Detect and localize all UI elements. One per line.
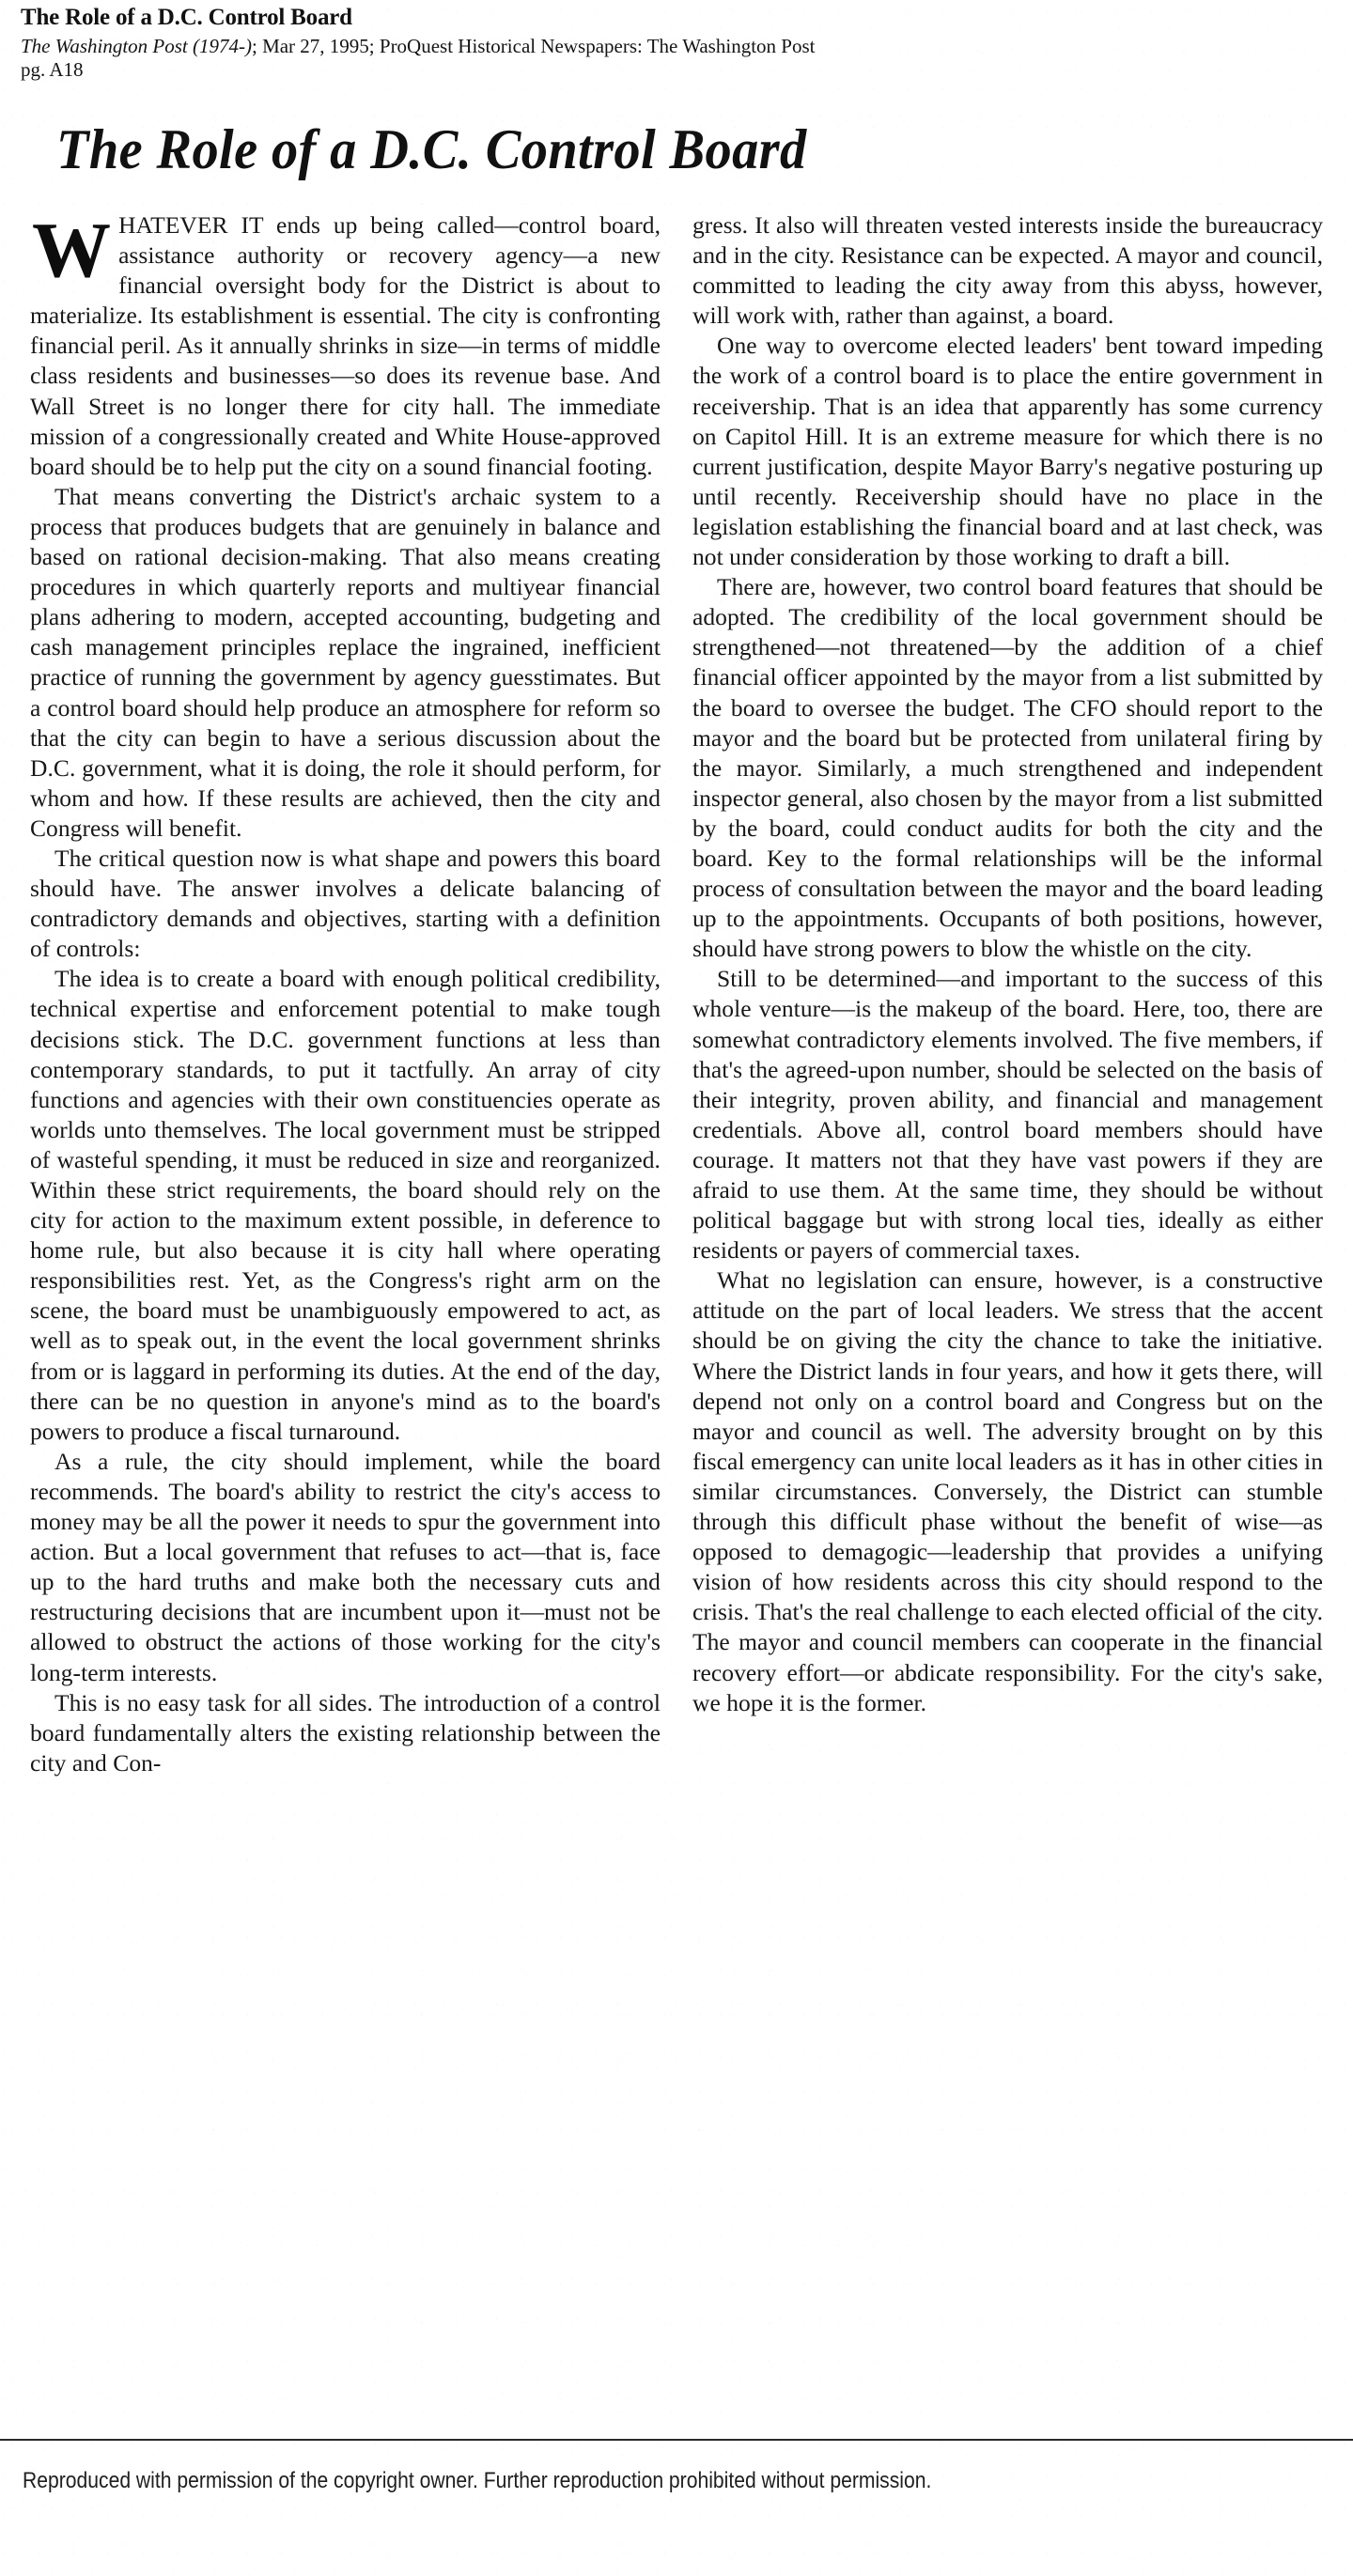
paragraph: There are, however, two control board features that should be adopted. The credibility of the local government should be strengthened—not threatened—by the addition of a chief financial officer appointed by the mayor from a list submitted by the board to oversee the budget. The CFO should report to the mayor and the board but be protected from unilateral firing by the mayor. Similarly, a much strengthened and independent inspector general, also chosen by the mayor from a list submitted by the board, could conduct audits for both the city and the board. Key to the formal relationships will be the informal process of consultation between the mayor and the board leading up to the appointments. Occupants of both positions, however, should have strong powers to blow the whistle on the city.	[692, 573, 1323, 963]
article-body	[30, 207, 1323, 1778]
drop-cap: W	[32, 207, 112, 294]
proquest-citation	[21, 34, 1327, 58]
footer-divider	[0, 2439, 1353, 2441]
column-left	[30, 207, 661, 1778]
proquest-page-label: pg. A18	[21, 58, 84, 81]
proquest-article-title: The Role of a D.C. Control Board	[21, 5, 352, 30]
paragraph: The critical question now is what shape and powers this board should have. The answer involves a delicate balancing of contradictory demands and objectives, starting with a definition of controls:	[30, 844, 661, 963]
paragraph: Still to be determined—and important to the success of this whole venture—is the makeup of the board. Here, too, there are somewhat contradictory elements involved. The five members, if that's the agreed-upon number, should be selected on the basis of their integrity, proven ability, and financial and management credentials. Above all, control board members should have courage. It matters not that they have vast powers if they are afraid to use them. At the same time, they should be without political baggage but with strong local ties, ideally as either residents or payers of commercial taxes.	[692, 965, 1323, 1265]
copyright-notice: Reproduced with permission of the copyright owner. Further reproduction prohibited without permission.	[23, 2468, 932, 2493]
paragraph: What no legislation can ensure, however, is a constructive attitude on the part of local leaders. We stress that the accent should be on giving the city the chance to take the initiative. Where the District lands in four years, and how it gets there, will depend not only on a control board and Congress but on the mayor and council as well. The adversity brought on by this fiscal emergency can unite local leaders as it has in other cities in similar circumstances. Conversely, the District can stumble through this difficult phase without the benefit of wise—as opposed to demagogic—leadership that provides a unifying vision of how residents across this city should respond to the crisis. That's the real challenge to each elected official of the city. The mayor and council members can cooperate in the financial recovery effort—or abdicate responsibility. For the city's sake, we hope it is the former.	[692, 1266, 1323, 1716]
paragraph: This is no easy task for all sides. The introduction of a control board fundamentally alters the existing relationship between the city and Con-	[30, 1688, 661, 1777]
paragraph: The idea is to create a board with enough political credibility, technical expertise and enforcement potential to make tough decisions stick. The D.C. government functions at less than contemporary standards, to put it tactfully. An array of city functions and agencies with their own constituencies operate as worlds unto themselves. The local government must be stripped of wasteful spending, it must be reduced in size and reorganized. Within these strict requirements, the board should rely on the city for action to the maximum extent possible, in deference to home rule, but also because it is city hall where operating responsibilities rest. Yet, as the Congress's right arm on the scene, the board must be unambiguously empowered to act, as well as to speak out, in the event the local government shrinks from or is laggard in performing its duties. At the end of the day, there can be no question in anyone's mind as to the board's powers to produce a fiscal turnaround.	[30, 965, 661, 1445]
paragraph: That means converting the District's archaic system to a process that produces budgets that are genuinely in balance and based on rational decision-making. That also means creating procedures in which quarterly reports and multiyear financial plans adhering to modern, accepted accounting, budgeting and cash management principles replace the ingrained, inefficient practice of running the government by agency guesstimates. But a control board should help produce an atmosphere for reform so that the city can begin to have a serious discussion about the D.C. government, what it is doing, the role it should perform, for whom and how. If these results are achieved, then the city and Congress will benefit.	[30, 482, 661, 842]
paragraph	[30, 207, 661, 482]
paragraph-text: HATEVER IT ends up being called—control board, assistance authority or recovery agency—a new financial oversight body for the District is about to materialize. Its establishment is essential. The city is confronting financial peril. As it annually shrinks in size—in terms of middle class residents and businesses—so does its revenue base. And Wall Street is no longer there for city hall. The immediate mission of a congressionally created and White House-approved board should be to help put the city on a sound financial footing.	[30, 211, 661, 480]
proquest-citation-details: ; Mar 27, 1995; ProQuest Historical Newspapers: The Washington Post	[251, 35, 816, 57]
proquest-header	[21, 4, 1327, 82]
paragraph: gress. It also will threaten vested interests inside the bureaucracy and in the city. Resistance can be expected. A mayor and council, committed to leading the city away from this abyss, however, will work with, rather than against, a board.	[692, 211, 1323, 330]
column-right	[692, 210, 1323, 1778]
proquest-publication-name: The Washington Post (1974-)	[21, 35, 252, 57]
article-headline: The Role of a D.C. Control Board	[56, 118, 807, 180]
paragraph: As a rule, the city should implement, while the board recommends. The board's ability to restrict the city's access to money may be all the power it needs to spur the government into action. But a local government that refuses to act—that is, face up to the hard truths and make both the necessary cuts and restructuring decisions that are incumbent upon it—must not be allowed to obstruct the actions of those working for the city's long-term interests.	[30, 1447, 661, 1686]
paragraph: One way to overcome elected leaders' bent toward impeding the work of a control board is to place the entire government in receivership. That is an idea that apparently has some currency on Capitol Hill. It is an extreme measure for which there is no current justification, despite Mayor Barry's negative posturing up until recently. Receivership should have no place in the legislation establishing the financial board and at last check, was not under consideration by those working to draft a bill.	[692, 332, 1323, 571]
